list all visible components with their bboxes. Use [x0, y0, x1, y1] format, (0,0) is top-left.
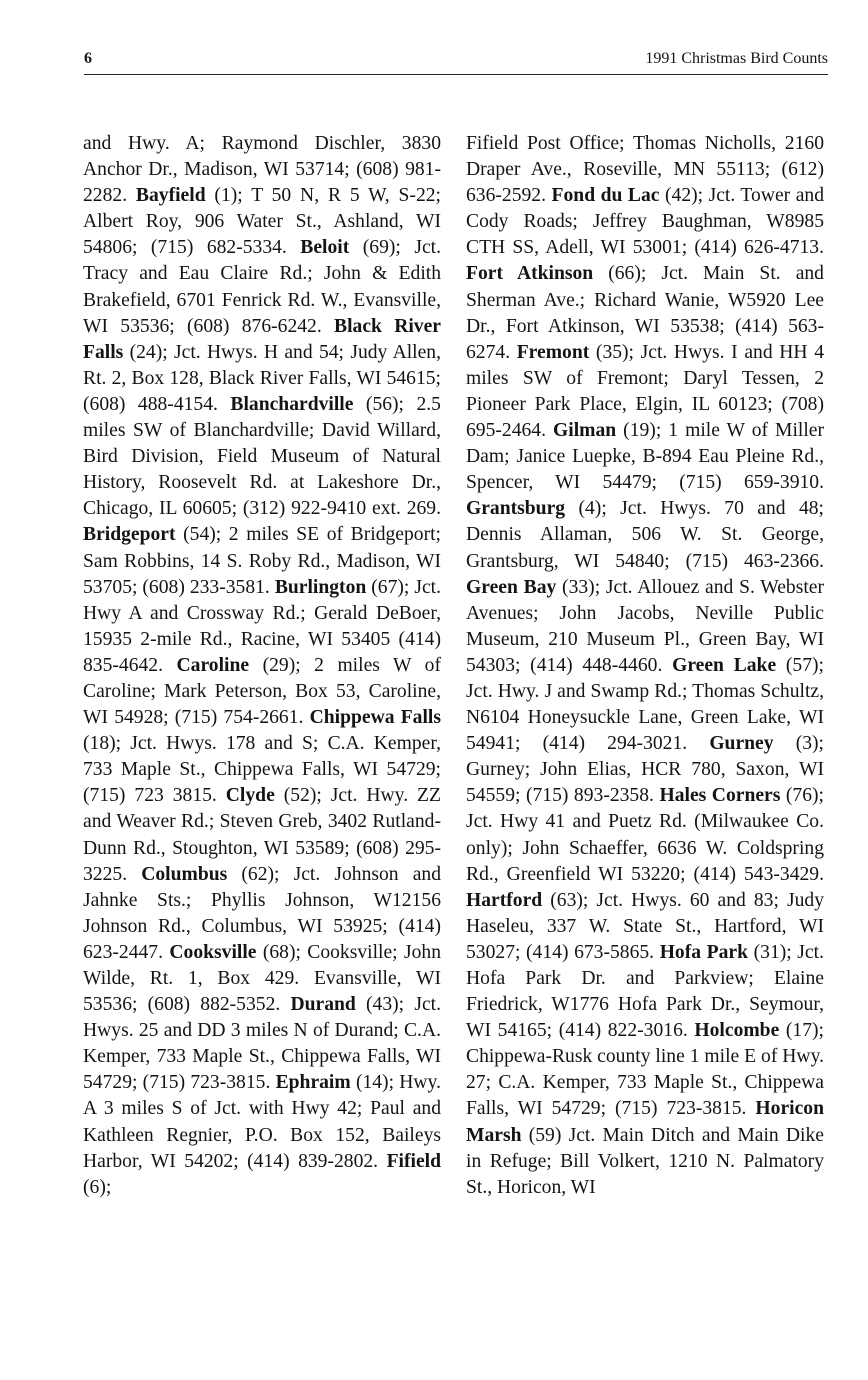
count-site-name: Fort Atkinson: [466, 263, 594, 285]
count-entry-text: (6);: [83, 1176, 112, 1198]
count-entry-text: (52); Jct. Hwy. ZZ and Weaver Rd.; Steven Greb, 3402 Rutland-Dunn Rd., Stoughton, WI 53589; (608) 295-3225.: [83, 785, 441, 885]
count-site-name: Bayfield: [135, 185, 206, 207]
count-site-name: Hales Corners: [659, 785, 781, 807]
count-site-name: Green Bay: [466, 576, 557, 598]
count-site-name: Ephraim: [275, 1072, 351, 1094]
count-entry-text: and Hwy. A; Raymond Dischler, 3830 Anchor Dr., Madison, WI 53714; (608) 981-2282.: [83, 133, 441, 207]
count-site-name: Gilman: [553, 420, 617, 442]
count-entry-text: (29); 2 miles W of Caroline; Mark Peterson, Box 53, Caroline, WI 54928; (715) 754-2661.: [83, 654, 441, 729]
count-site-name: Green Lake: [672, 654, 777, 676]
count-entry-text: (63); Jct. Hwys. 60 and 83; Judy Haseleu, 337 W. State St., Hartford, WI 53027; (414) 673-5865.: [466, 889, 824, 963]
running-title: 1991 Christmas Bird Counts: [645, 50, 828, 67]
count-site-name: Blanchardville: [230, 393, 354, 415]
count-site-name: Cooksville: [169, 941, 257, 963]
count-entry-text: (69); Jct. Tracy and Eau Claire Rd.; John & Edith Brakefield, 6701 Fenrick Rd. W., Evansville, WI 53536; (608) 876-6242.: [83, 237, 441, 337]
page-number: 6: [84, 50, 92, 67]
count-site-name: Grantsburg: [466, 498, 566, 520]
page-header: [84, 50, 828, 72]
left-column: [83, 131, 441, 1201]
count-entry-text: (68); Cooksville; John Wilde, Rt. 1, Box 429. Evansville, WI 53536; (608) 882-5352.: [83, 941, 442, 1016]
count-entry-text: (76); Jct. Hwy 41 and Puetz Rd. (Milwaukee Co. only); John Schaeffer, 6636 W. Coldspring Rd., Greenfield WI 53220; (414) 543-3429.: [466, 785, 824, 885]
count-entry-text: (66); Jct. Main St. and Sherman Ave.; Richard Wanie, W5920 Lee Dr., Fort Atkinson, WI 53538; (414) 563-6274.: [466, 263, 824, 363]
count-entry-text: (56); 2.5 miles SW of Blanchardville; David Willard, Bird Division, Field Museum of Natural History, Roosevelt Rd. at Lakeshore Dr., Chicago, IL 60605; (312) 922-9410 ext. 269.: [83, 393, 441, 520]
count-site-name: Fond du Lac: [551, 185, 660, 207]
count-site-name: Gurney: [709, 733, 774, 755]
count-site-name: Hofa Park: [659, 941, 749, 963]
count-entry-text: (57); Jct. Hwy. J and Swamp Rd.; Thomas Schultz, N6104 Honeysuckle Lane, Green Lake, WI 54941; (414) 294-3021.: [466, 654, 824, 755]
count-entry-text: (4); Jct. Hwys. 70 and 48; Dennis Allaman, 506 W. St. George, Grantsburg, WI 54840; (715) 463-2366.: [466, 498, 824, 572]
count-entry-text: (67); Jct. Hwy A and Crossway Rd.; Gerald DeBoer, 15935 2-mile Rd., Racine, WI 53405 (414) 835-4642.: [83, 576, 441, 676]
count-entry-text: (62); Jct. Johnson and Jahnke Sts.; Phyllis Johnson, W12156 Johnson Rd., Columbus, WI 53925; (414) 623-2447.: [83, 863, 442, 963]
count-entry-text: (24); Jct. Hwys. H and 54; Judy Allen, Rt. 2, Box 128, Black River Falls, WI 54615; (608) 488-4154.: [83, 341, 441, 415]
count-site-name: Holcombe: [694, 1020, 780, 1042]
count-entry-text: (17); Chippewa-Rusk county line 1 mile E of Hwy. 27; C.A. Kemper, 733 Maple St., Chippewa Falls, WI 54729; (715) 723-3815.: [466, 1020, 824, 1120]
count-entry-text: (3); Gurney; John Elias, HCR 780, Saxon, WI 54559; (715) 893-2358.: [466, 733, 824, 807]
count-entry-text: (19); 1 mile W of Miller Dam; Janice Luepke, B-894 Eau Pleine Rd., Spencer, WI 54479; (715) 659-3910.: [466, 420, 824, 494]
count-entry-text: (33); Jct. Allouez and S. Webster Avenues; John Jacobs, Neville Public Museum, 210 Museum Pl., Green Bay, WI 54303; (414) 448-4460.: [466, 576, 824, 676]
header-rule: [84, 74, 828, 75]
count-entry-text: (18); Jct. Hwys. 178 and S; C.A. Kemper, 733 Maple St., Chippewa Falls, WI 54729; (715) 723 3815.: [83, 733, 441, 807]
count-site-name: Black River Falls: [83, 315, 442, 363]
count-site-name: Durand: [290, 994, 356, 1016]
count-site-name: Burlington: [274, 576, 367, 598]
right-column: [466, 131, 824, 1201]
count-site-name: Fifield: [386, 1150, 441, 1172]
count-site-name: Caroline: [176, 654, 250, 676]
count-entry-text: (14); Hwy. A 3 miles S of Jct. with Hwy 42; Paul and Kathleen Regnier, P.O. Box 152, Baileys Harbor, WI 54202; (414) 839-2802.: [83, 1072, 441, 1172]
count-entry-text: Fifield Post Office; Thomas Nicholls, 2160 Draper Ave., Roseville, MN 55113; (612) 636-2592.: [466, 133, 824, 207]
count-site-name: Columbus: [141, 863, 228, 885]
count-site-name: Bridgeport: [83, 524, 176, 546]
count-entry-text: (59) Jct. Main Ditch and Main Dike in Refuge; Bill Volkert, 1210 N. Palmatory St., Horicon, WI: [466, 1124, 824, 1198]
count-site-name: Hartford: [466, 889, 543, 911]
count-entry-text: (42); Jct. Tower and Cody Roads; Jeffrey Baughman, W8985 CTH SS, Adell, WI 53001; (414) 626-4713.: [466, 185, 824, 259]
count-entry-text: (35); Jct. Hwys. I and HH 4 miles SW of Fremont; Daryl Tessen, 2 Pioneer Park Place, Elgin, IL 60123; (708) 695-2464.: [466, 341, 824, 442]
count-site-name: Horicon Marsh: [466, 1098, 824, 1146]
count-entry-text: (43); Jct. Hwys. 25 and DD 3 miles N of Durand; C.A. Kemper, 733 Maple St., Chippewa Falls, WI 54729; (715) 723-3815.: [83, 994, 441, 1094]
count-entry-text: (31); Jct. Hofa Park Dr. and Parkview; Elaine Friedrick, W1776 Hofa Park Dr., Seymour, WI 54165; (414) 822-3016.: [466, 941, 824, 1042]
count-site-name: Fremont: [516, 341, 590, 363]
count-site-name: Beloit: [300, 237, 350, 259]
count-entry-text: (1); T 50 N, R 5 W, S-22; Albert Roy, 906 Water St., Ashland, WI 54806; (715) 682-5334.: [83, 185, 441, 259]
count-site-name: Chippewa Falls: [309, 707, 441, 729]
count-entry-text: (54); 2 miles SE of Bridgeport; Sam Robbins, 14 S. Roby Rd., Madison, WI 53705; (608) 233-3581.: [83, 524, 441, 598]
count-site-name: Clyde: [225, 785, 275, 807]
